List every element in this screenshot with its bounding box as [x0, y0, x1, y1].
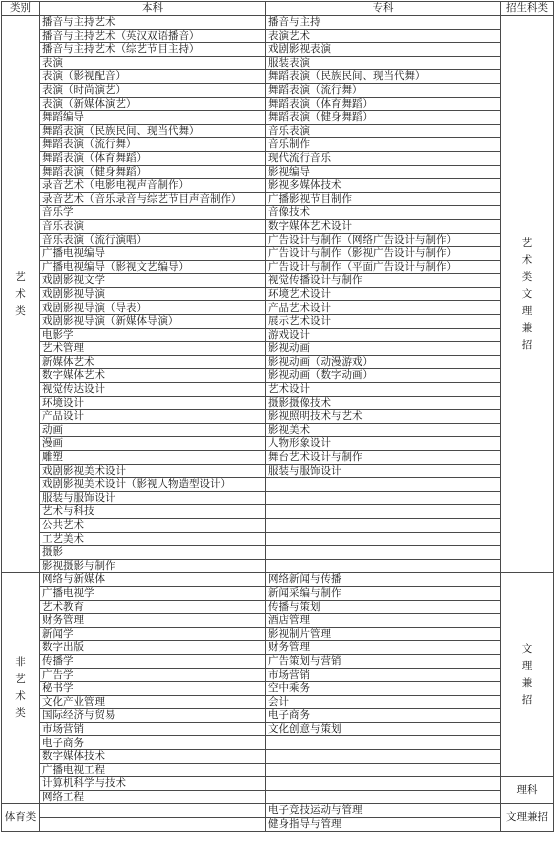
majors-table [1, 1, 554, 832]
junior-college-major: 网络新闻与传播 [266, 573, 501, 587]
junior-college-major [266, 491, 501, 505]
table-row [2, 342, 554, 356]
table-row [2, 505, 554, 519]
junior-college-major: 舞台艺术设计与制作 [266, 451, 501, 465]
undergraduate-major: 舞蹈表演（体育舞蹈） [40, 151, 266, 165]
junior-college-major: 传播与策划 [266, 600, 501, 614]
junior-college-major: 展示艺术设计 [266, 315, 501, 329]
junior-college-major: 音乐表演 [266, 124, 501, 138]
table-row [2, 29, 554, 43]
junior-college-major: 人物形象设计 [266, 437, 501, 451]
junior-college-major: 酒店管理 [266, 614, 501, 628]
undergraduate-major: 舞蹈编导 [40, 111, 266, 125]
undergraduate-major [40, 804, 266, 818]
table-row [2, 491, 554, 505]
junior-college-major: 空中乘务 [266, 682, 501, 696]
header-subject-type: 招生科类 [501, 2, 554, 16]
table-row [2, 722, 554, 736]
junior-college-major: 广告设计与制作（平面广告设计与制作） [266, 260, 501, 274]
junior-college-major: 现代流行音乐 [266, 151, 501, 165]
undergraduate-major: 市场营销 [40, 722, 266, 736]
table-row [2, 709, 554, 723]
junior-college-major: 文化创意与策划 [266, 722, 501, 736]
undergraduate-major: 广播电视编导 [40, 247, 266, 261]
undergraduate-major: 工艺美术 [40, 532, 266, 546]
undergraduate-major: 戏剧影视文学 [40, 274, 266, 288]
table-row [2, 641, 554, 655]
table-row [2, 451, 554, 465]
junior-college-major: 影视动画 [266, 342, 501, 356]
subject-type-cell: 理科 [501, 777, 554, 804]
header-category: 类别 [2, 2, 40, 16]
table-row [2, 464, 554, 478]
junior-college-major [266, 505, 501, 519]
undergraduate-major: 艺术管理 [40, 342, 266, 356]
junior-college-major: 视觉传播设计与制作 [266, 274, 501, 288]
undergraduate-major: 电影学 [40, 328, 266, 342]
table-row [2, 790, 554, 804]
table-row [2, 614, 554, 628]
junior-college-major: 表演艺术 [266, 29, 501, 43]
undergraduate-major: 数字媒体技术 [40, 750, 266, 764]
junior-college-major [266, 518, 501, 532]
subject-type-cell-text: 文理兼招 [521, 642, 533, 706]
undergraduate-major: 音乐表演（流行演唱） [40, 233, 266, 247]
undergraduate-major: 电子商务 [40, 736, 266, 750]
undergraduate-major: 戏剧影视导演 [40, 287, 266, 301]
table-row [2, 437, 554, 451]
undergraduate-major: 音乐学 [40, 206, 266, 220]
undergraduate-major: 表演（影视配音） [40, 70, 266, 84]
undergraduate-major: 环境设计 [40, 396, 266, 410]
junior-college-major: 市场营销 [266, 668, 501, 682]
undergraduate-major: 计算机科学与技术 [40, 777, 266, 791]
undergraduate-major: 播音与主持艺术 [40, 16, 266, 30]
table-row [2, 546, 554, 560]
undergraduate-major: 动画 [40, 423, 266, 437]
table-row [2, 151, 554, 165]
undergraduate-major: 秘书学 [40, 682, 266, 696]
junior-college-major: 游戏设计 [266, 328, 501, 342]
junior-college-major: 广播影视节目制作 [266, 192, 501, 206]
table-row [2, 627, 554, 641]
table-row [2, 355, 554, 369]
undergraduate-major: 国际经济与贸易 [40, 709, 266, 723]
table-row [2, 682, 554, 696]
undergraduate-major: 网络工程 [40, 790, 266, 804]
undergraduate-major: 舞蹈表演（民族民间、现当代舞） [40, 124, 266, 138]
undergraduate-major: 视觉传达设计 [40, 383, 266, 397]
junior-college-major: 舞蹈表演（流行舞） [266, 83, 501, 97]
table-row [2, 668, 554, 682]
undergraduate-major: 播音与主持艺术（英汉双语播音） [40, 29, 266, 43]
undergraduate-major: 漫画 [40, 437, 266, 451]
undergraduate-major: 录音艺术（音乐录音与综艺节目声音制作） [40, 192, 266, 206]
table-row [2, 274, 554, 288]
undergraduate-major: 表演（时尚演艺） [40, 83, 266, 97]
table-row [2, 165, 554, 179]
table-row [2, 43, 554, 57]
undergraduate-major: 播音与主持艺术（综艺节目主持） [40, 43, 266, 57]
table-row [2, 518, 554, 532]
table-row [2, 600, 554, 614]
table-row [2, 396, 554, 410]
undergraduate-major: 广播电视编导（影视文艺编导） [40, 260, 266, 274]
junior-college-major: 戏剧影视表演 [266, 43, 501, 57]
junior-college-major: 影视照明技术与艺术 [266, 410, 501, 424]
junior-college-major: 舞蹈表演（健身舞蹈） [266, 111, 501, 125]
table-row [2, 83, 554, 97]
table-row [2, 315, 554, 329]
junior-college-major [266, 790, 501, 804]
undergraduate-major: 新媒体艺术 [40, 355, 266, 369]
undergraduate-major: 戏剧影视导演（导表） [40, 301, 266, 315]
junior-college-major: 广告设计与制作（网络广告设计与制作） [266, 233, 501, 247]
table-row [2, 750, 554, 764]
junior-college-major: 广告策划与营销 [266, 654, 501, 668]
table-row [2, 179, 554, 193]
table-row [2, 818, 554, 832]
junior-college-major: 影视美术 [266, 423, 501, 437]
junior-college-major: 影视编导 [266, 165, 501, 179]
table-row [2, 138, 554, 152]
table-row [2, 233, 554, 247]
category-cell-text: 非艺术类 [15, 656, 26, 720]
header-row [2, 2, 554, 16]
table-row [2, 532, 554, 546]
junior-college-major: 艺术设计 [266, 383, 501, 397]
junior-college-major: 影视多媒体技术 [266, 179, 501, 193]
undergraduate-major: 艺术教育 [40, 600, 266, 614]
junior-college-major: 服装与服饰设计 [266, 464, 501, 478]
table-row [2, 16, 554, 30]
junior-college-major: 舞蹈表演（民族民间、现当代舞） [266, 70, 501, 84]
table-row [2, 97, 554, 111]
table-row [2, 70, 554, 84]
undergraduate-major: 摄影 [40, 546, 266, 560]
table-row [2, 192, 554, 206]
undergraduate-major: 戏剧影视美术设计（影视人物造型设计） [40, 478, 266, 492]
table-row [2, 260, 554, 274]
category-cell [2, 16, 40, 573]
junior-college-major [266, 478, 501, 492]
junior-college-major: 会计 [266, 695, 501, 709]
undergraduate-major [40, 818, 266, 832]
table-row [2, 654, 554, 668]
undergraduate-major: 数字媒体艺术 [40, 369, 266, 383]
table-row [2, 695, 554, 709]
junior-college-major: 音像技术 [266, 206, 501, 220]
undergraduate-major: 财务管理 [40, 614, 266, 628]
junior-college-major: 产品艺术设计 [266, 301, 501, 315]
junior-college-major: 舞蹈表演（体育舞蹈） [266, 97, 501, 111]
subject-type-cell [501, 573, 554, 777]
undergraduate-major: 戏剧影视导演（新媒体导演） [40, 315, 266, 329]
subject-type-cell [501, 16, 554, 573]
junior-college-major: 健身指导与管理 [266, 818, 501, 832]
table-row [2, 124, 554, 138]
undergraduate-major: 戏剧影视美术设计 [40, 464, 266, 478]
undergraduate-major: 录音艺术（电影电视声音制作） [40, 179, 266, 193]
subject-type-cell-text: 艺术类文理兼招 [521, 236, 533, 351]
junior-college-major: 摄影摄像技术 [266, 396, 501, 410]
table-row [2, 56, 554, 70]
undergraduate-major: 音乐表演 [40, 219, 266, 233]
category-cell-text: 艺术类 [15, 270, 26, 317]
undergraduate-major: 数字出版 [40, 641, 266, 655]
junior-college-major: 数字媒体艺术设计 [266, 219, 501, 233]
table-row [2, 383, 554, 397]
table-row [2, 573, 554, 587]
undergraduate-major: 舞蹈表演（健身舞蹈） [40, 165, 266, 179]
undergraduate-major: 表演（新媒体演艺） [40, 97, 266, 111]
table-row [2, 247, 554, 261]
undergraduate-major: 雕塑 [40, 451, 266, 465]
undergraduate-major: 影视摄影与制作 [40, 559, 266, 573]
junior-college-major [266, 559, 501, 573]
table-row [2, 777, 554, 791]
table-row [2, 763, 554, 777]
junior-college-major [266, 750, 501, 764]
undergraduate-major: 服装与服饰设计 [40, 491, 266, 505]
junior-college-major [266, 546, 501, 560]
undergraduate-major: 广播电视工程 [40, 763, 266, 777]
junior-college-major [266, 736, 501, 750]
junior-college-major [266, 532, 501, 546]
junior-college-major: 影视制片管理 [266, 627, 501, 641]
undergraduate-major: 公共艺术 [40, 518, 266, 532]
table-row [2, 301, 554, 315]
table-row [2, 586, 554, 600]
junior-college-major [266, 777, 501, 791]
majors-body [2, 16, 554, 832]
junior-college-major: 新闻采编与制作 [266, 586, 501, 600]
table-row [2, 369, 554, 383]
table-row [2, 736, 554, 750]
table-row [2, 804, 554, 818]
undergraduate-major: 文化产业管理 [40, 695, 266, 709]
undergraduate-major: 传播学 [40, 654, 266, 668]
undergraduate-major: 网络与新媒体 [40, 573, 266, 587]
undergraduate-major: 新闻学 [40, 627, 266, 641]
header-junior-college: 专科 [266, 2, 501, 16]
junior-college-major: 服装表演 [266, 56, 501, 70]
table-row [2, 410, 554, 424]
junior-college-major: 影视动画（数字动画） [266, 369, 501, 383]
table-row [2, 478, 554, 492]
header-undergraduate: 本科 [40, 2, 266, 16]
table-row [2, 287, 554, 301]
junior-college-major: 音乐制作 [266, 138, 501, 152]
category-cell [2, 573, 40, 804]
table-row [2, 328, 554, 342]
junior-college-major: 电子商务 [266, 709, 501, 723]
table-row [2, 206, 554, 220]
junior-college-major [266, 763, 501, 777]
junior-college-major: 电子竞技运动与管理 [266, 804, 501, 818]
junior-college-major: 财务管理 [266, 641, 501, 655]
junior-college-major: 播音与主持 [266, 16, 501, 30]
table-row [2, 559, 554, 573]
undergraduate-major: 表演 [40, 56, 266, 70]
junior-college-major: 影视动画（动漫游戏） [266, 355, 501, 369]
undergraduate-major: 艺术与科技 [40, 505, 266, 519]
undergraduate-major: 产品设计 [40, 410, 266, 424]
table-row [2, 423, 554, 437]
undergraduate-major: 舞蹈表演（流行舞） [40, 138, 266, 152]
table-row [2, 111, 554, 125]
subject-type-cell: 文理兼招 [501, 804, 554, 831]
undergraduate-major: 广告学 [40, 668, 266, 682]
table-row [2, 219, 554, 233]
category-cell: 体育类 [2, 804, 40, 831]
junior-college-major: 广告设计与制作（影视广告设计与制作） [266, 247, 501, 261]
undergraduate-major: 广播电视学 [40, 586, 266, 600]
junior-college-major: 环境艺术设计 [266, 287, 501, 301]
